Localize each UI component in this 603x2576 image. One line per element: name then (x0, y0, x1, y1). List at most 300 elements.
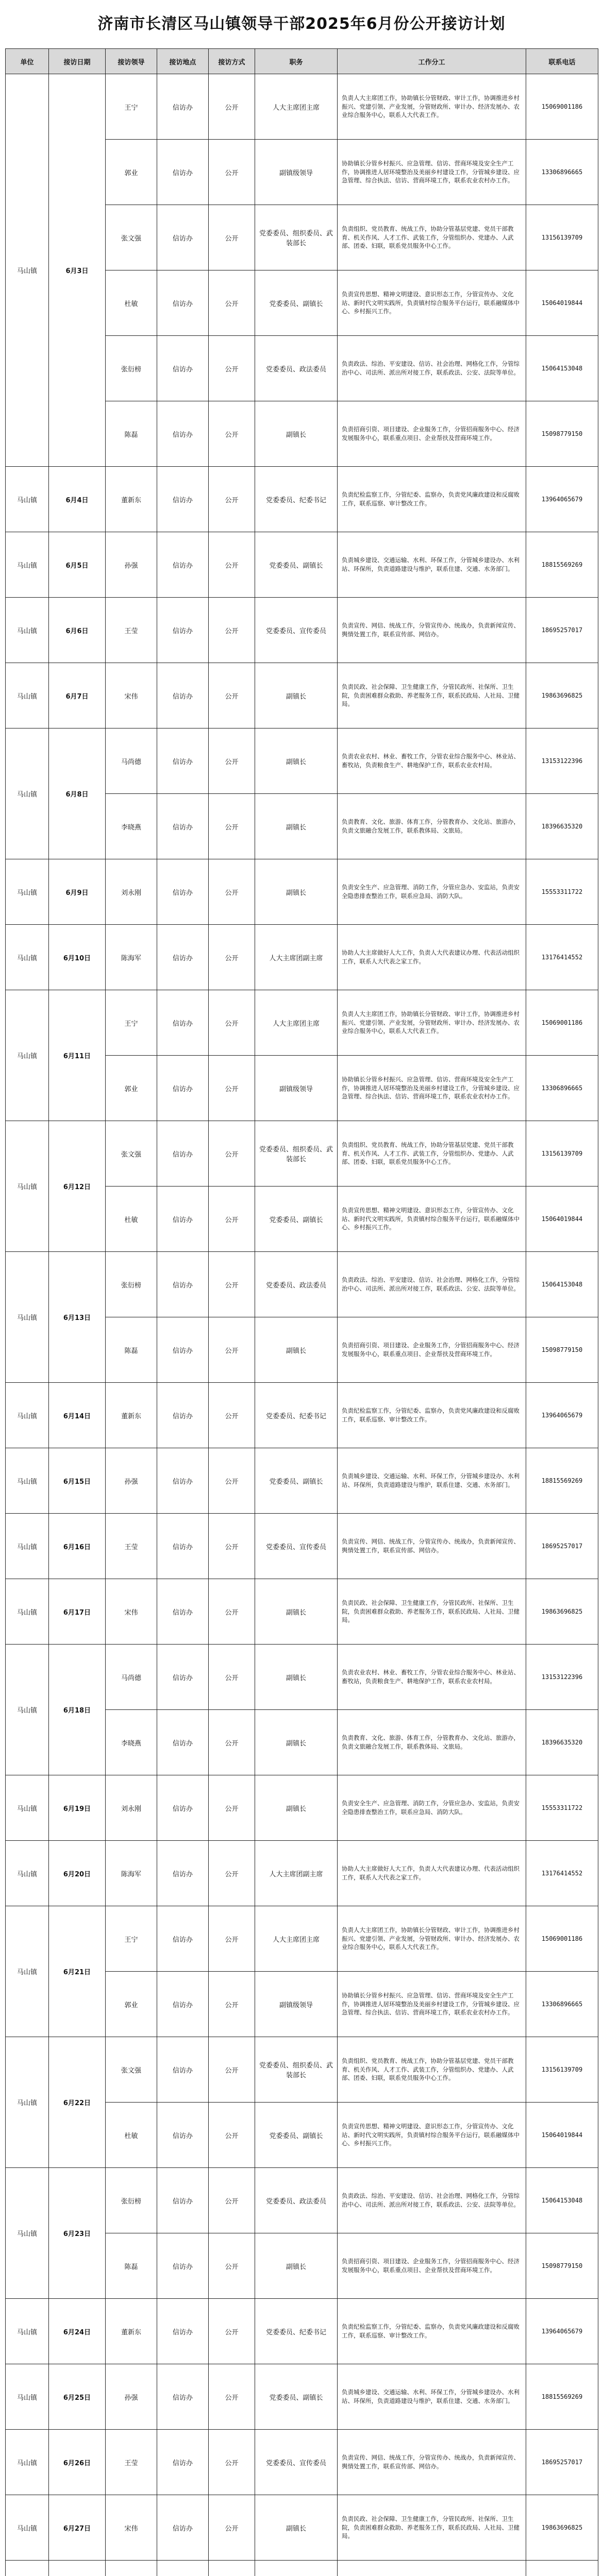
method-cell: 公开 (209, 532, 255, 598)
leader-cell: 王莹 (106, 598, 157, 663)
method-cell: 公开 (209, 467, 255, 532)
table-header (6, 49, 598, 74)
leader-cell: 董新东 (106, 1383, 157, 1448)
phone-cell: 13964065679 (526, 1383, 598, 1448)
duty-cell: 负责教育、文化、旅游、体育工作，分管教育办、文化站、旅游办，负责文旅融合发展工作，联系教体局、文旅局。 (338, 794, 526, 859)
unit-cell: 马山镇 (6, 1775, 49, 1841)
table-row (6, 2430, 598, 2495)
location-cell: 信访办 (157, 205, 209, 270)
location-cell: 信访办 (157, 1121, 209, 1187)
unit-cell: 马山镇 (6, 2168, 49, 2299)
date-cell: 6月19日 (49, 1775, 106, 1841)
method-cell: 公开 (209, 1121, 255, 1187)
unit-cell: 马山镇 (6, 1252, 49, 1383)
phone-cell: 13306896665 (526, 1056, 598, 1121)
phone-cell: 15064019844 (526, 270, 598, 336)
unit-cell: 马山镇 (6, 2299, 49, 2364)
position-cell: 副镇长 (255, 401, 338, 467)
date-cell (49, 2561, 106, 2576)
duty-cell: 负责政法、综治、平安建设、信访、社会治理、网格化工作，分管综治中心、司法所、派出所对接工作，联系政法、公安、法院等单位。 (338, 336, 526, 401)
date-cell: 6月17日 (49, 1579, 106, 1645)
duty-cell: 负责宣传思想、精神文明建设、意识形态工作，分管宣传办、文化站、新时代文明实践所，负责镇村综合服务平台运行，联系融媒体中心、乡村振兴工作。 (338, 1187, 526, 1252)
leader-cell: 张文强 (106, 2037, 157, 2103)
duty-cell: 负责纪检监察工作，分管纪委、监察办，负责党风廉政建设和反腐败工作，联系巡察、审计整改工作。 (338, 467, 526, 532)
leader-cell: 陈海军 (106, 925, 157, 990)
position-cell: 党委委员、政法委员 (255, 2168, 338, 2233)
leader-cell: 杜敏 (106, 270, 157, 336)
location-cell: 信访办 (157, 663, 209, 728)
position-cell (255, 2561, 338, 2576)
col-header-leader: 接访领导 (106, 49, 157, 74)
unit-cell: 马山镇 (6, 859, 49, 925)
unit-cell: 马山镇 (6, 74, 49, 467)
unit-cell: 马山镇 (6, 1906, 49, 2037)
phone-cell: 18396635320 (526, 1710, 598, 1775)
duty-cell: 负责安全生产、应急管理、消防工作，分管应急办、安监站，负责安全隐患排查整治工作，联系应急局、消防大队。 (338, 1775, 526, 1841)
method-cell: 公开 (209, 598, 255, 663)
leader-cell: 刘永刚 (106, 1775, 157, 1841)
phone-cell (526, 2561, 598, 2576)
leader-cell: 王宁 (106, 74, 157, 140)
unit-cell: 马山镇 (6, 1448, 49, 1514)
phone-cell: 15069001186 (526, 990, 598, 1056)
leader-cell: 张文强 (106, 205, 157, 270)
location-cell: 信访办 (157, 925, 209, 990)
table-row (6, 1448, 598, 1514)
location-cell: 信访办 (157, 1645, 209, 1710)
duty-cell (338, 2561, 526, 2576)
location-cell: 信访办 (157, 1514, 209, 1579)
phone-cell: 18695257017 (526, 1514, 598, 1579)
phone-cell: 15069001186 (526, 74, 598, 140)
duty-cell: 负责民政、社会保障、卫生健康工作，分管民政所、社保所、卫生院，负责困难群众救助、养老服务工作，联系民政局、人社局、卫健局。 (338, 1579, 526, 1645)
duty-cell: 协助镇长分管乡村振兴、应急管理、信访、营商环境及安全生产工作，协调推进人居环境整治及美丽乡村建设工作，分管城乡建设、应急管理、综合执法、信访、营商环境工作，联系农业农村办工作。 (338, 1056, 526, 1121)
leader-cell: 王宁 (106, 990, 157, 1056)
unit-cell: 马山镇 (6, 467, 49, 532)
position-cell: 党委委员、副镇长 (255, 270, 338, 336)
date-cell: 6月7日 (49, 663, 106, 728)
location-cell: 信访办 (157, 728, 209, 794)
method-cell: 公开 (209, 1252, 255, 1317)
page-title: 济南市长清区马山镇领导干部2025年6月份公开接访计划 (97, 15, 506, 33)
location-cell: 信访办 (157, 1775, 209, 1841)
table-row (6, 2037, 598, 2103)
location-cell: 信访办 (157, 2233, 209, 2299)
duty-cell: 负责民政、社会保障、卫生健康工作，分管民政所、社保所、卫生院，负责困难群众救助、养老服务工作，联系民政局、人社局、卫健局。 (338, 2495, 526, 2561)
location-cell: 信访办 (157, 74, 209, 140)
method-cell: 公开 (209, 2364, 255, 2430)
phone-cell: 13306896665 (526, 140, 598, 205)
location-cell (157, 2561, 209, 2576)
position-cell: 党委委员、纪委书记 (255, 2299, 338, 2364)
position-cell: 副镇长 (255, 663, 338, 728)
method-cell: 公开 (209, 2495, 255, 2561)
location-cell: 信访办 (157, 2103, 209, 2168)
duty-cell: 负责宣传、网信、统战工作，分管宣传办、统战办，负责新闻宣传、舆情处置工作，联系宣传部、网信办。 (338, 598, 526, 663)
location-cell: 信访办 (157, 336, 209, 401)
duty-cell: 协助镇长分管乡村振兴、应急管理、信访、营商环境及安全生产工作，协调推进人居环境整治及美丽乡村建设工作，分管城乡建设、应急管理、综合执法、信访、营商环境工作，联系农业农村办工作。 (338, 1972, 526, 2037)
phone-cell: 15553311722 (526, 859, 598, 925)
date-cell: 6月10日 (49, 925, 106, 990)
phone-cell: 18695257017 (526, 598, 598, 663)
duty-cell: 协助人大主席做好人大工作，负责人大代表建议办理、代表活动组织工作，联系人大代表之家工作。 (338, 1841, 526, 1906)
position-cell: 党委委员、副镇长 (255, 2103, 338, 2168)
location-cell: 信访办 (157, 1187, 209, 1252)
col-header-phone: 联系电话 (526, 49, 598, 74)
duty-cell: 负责人大主席团工作，协助镇长分管财政、审计工作，协调推进乡村振兴、党建引领、产业发展，分管财政所、审计办、经济发展办、农业综合服务中心，联系人大代表工作。 (338, 1906, 526, 1972)
table-row (6, 2495, 598, 2561)
method-cell: 公开 (209, 1645, 255, 1710)
phone-cell: 15069001186 (526, 1906, 598, 1972)
col-header-unit: 单位 (6, 49, 49, 74)
phone-cell: 13964065679 (526, 2299, 598, 2364)
duty-cell: 负责城乡建设、交通运输、水利、环保工作，分管城乡建设办、水利站、环保所，负责道路建设与维护，联系住建、交通、水务部门。 (338, 2364, 526, 2430)
position-cell: 副镇长 (255, 859, 338, 925)
unit-cell: 马山镇 (6, 1121, 49, 1252)
date-cell: 6月15日 (49, 1448, 106, 1514)
phone-cell: 15064019844 (526, 1187, 598, 1252)
location-cell: 信访办 (157, 1906, 209, 1972)
date-cell: 6月27日 (49, 2495, 106, 2561)
location-cell: 信访办 (157, 794, 209, 859)
location-cell: 信访办 (157, 859, 209, 925)
position-cell: 党委委员、政法委员 (255, 336, 338, 401)
table-row (6, 859, 598, 925)
phone-cell: 15098779150 (526, 401, 598, 467)
table-row (6, 2299, 598, 2364)
table-row (6, 1121, 598, 1187)
position-cell: 副镇级领导 (255, 1056, 338, 1121)
duty-cell: 负责民政、社会保障、卫生健康工作，分管民政所、社保所、卫生院，负责困难群众救助、养老服务工作，联系民政局、人社局、卫健局。 (338, 663, 526, 728)
leader-cell: 郭业 (106, 1972, 157, 2037)
phone-cell: 15064153048 (526, 336, 598, 401)
method-cell (209, 2561, 255, 2576)
duty-cell: 负责人大主席团工作，协助镇长分管财政、审计工作，协调推进乡村振兴、党建引领、产业发展，分管财政所、审计办、经济发展办、农业综合服务中心，联系人大代表工作。 (338, 74, 526, 140)
method-cell: 公开 (209, 859, 255, 925)
method-cell: 公开 (209, 2103, 255, 2168)
leader-cell: 王莹 (106, 2430, 157, 2495)
method-cell: 公开 (209, 794, 255, 859)
method-cell: 公开 (209, 1317, 255, 1383)
duty-cell: 负责纪检监察工作，分管纪委、监察办，负责党风廉政建设和反腐败工作，联系巡察、审计整改工作。 (338, 2299, 526, 2364)
phone-cell: 13964065679 (526, 467, 598, 532)
leader-cell: 李晓燕 (106, 794, 157, 859)
phone-cell: 13156139709 (526, 2037, 598, 2103)
col-header-location: 接访地点 (157, 49, 209, 74)
unit-cell: 马山镇 (6, 2364, 49, 2430)
location-cell: 信访办 (157, 2299, 209, 2364)
leader-cell: 杜敏 (106, 2103, 157, 2168)
phone-cell: 15553311722 (526, 1775, 598, 1841)
duty-cell: 负责安全生产、应急管理、消防工作，分管应急办、安监站，负责安全隐患排查整治工作，联系应急局、消防大队。 (338, 859, 526, 925)
position-cell: 副镇长 (255, 1775, 338, 1841)
position-cell: 副镇级领导 (255, 140, 338, 205)
method-cell: 公开 (209, 1514, 255, 1579)
leader-cell: 王莹 (106, 1514, 157, 1579)
position-cell: 党委委员、组织委员、武装部长 (255, 1121, 338, 1187)
location-cell: 信访办 (157, 2430, 209, 2495)
method-cell: 公开 (209, 140, 255, 205)
date-cell: 6月22日 (49, 2037, 106, 2168)
leader-cell: 李晓燕 (106, 1710, 157, 1775)
unit-cell: 马山镇 (6, 1579, 49, 1645)
duty-cell: 负责农业农村、林业、畜牧工作，分管农业综合服务中心、林业站、畜牧站，负责粮食生产、耕地保护工作，联系农业农村局。 (338, 728, 526, 794)
table-row (6, 728, 598, 794)
date-cell: 6月25日 (49, 2364, 106, 2430)
position-cell: 副镇长 (255, 2495, 338, 2561)
phone-cell: 18815569269 (526, 2364, 598, 2430)
location-cell: 信访办 (157, 1383, 209, 1448)
location-cell: 信访办 (157, 2168, 209, 2233)
method-cell: 公开 (209, 205, 255, 270)
phone-cell: 13306896665 (526, 1972, 598, 2037)
phone-cell: 13176414552 (526, 1841, 598, 1906)
phone-cell: 13156139709 (526, 205, 598, 270)
phone-cell: 13176414552 (526, 925, 598, 990)
phone-cell: 15064153048 (526, 1252, 598, 1317)
duty-cell: 协助人大主席做好人大工作，负责人大代表建议办理、代表活动组织工作，联系人大代表之家工作。 (338, 925, 526, 990)
duty-cell: 负责宣传、网信、统战工作，分管宣传办、统战办，负责新闻宣传、舆情处置工作，联系宣传部、网信办。 (338, 2430, 526, 2495)
method-cell: 公开 (209, 1972, 255, 2037)
position-cell: 人大主席团主席 (255, 74, 338, 140)
unit-cell: 马山镇 (6, 728, 49, 859)
schedule-table (5, 48, 598, 2576)
phone-cell: 19863696825 (526, 663, 598, 728)
position-cell: 党委委员、宣传委员 (255, 2430, 338, 2495)
phone-cell: 15064019844 (526, 2103, 598, 2168)
table-row (6, 74, 598, 140)
position-cell: 人大主席团主席 (255, 1906, 338, 1972)
leader-cell: 张衍榜 (106, 1252, 157, 1317)
duty-cell: 负责人大主席团工作，协助镇长分管财政、审计工作，协调推进乡村振兴、党建引领、产业发展，分管财政所、审计办、经济发展办、农业综合服务中心，联系人大代表工作。 (338, 990, 526, 1056)
position-cell: 党委委员、宣传委员 (255, 1514, 338, 1579)
method-cell: 公开 (209, 1383, 255, 1448)
unit-cell: 马山镇 (6, 532, 49, 598)
duty-cell: 负责教育、文化、旅游、体育工作，分管教育办、文化站、旅游办，负责文旅融合发展工作，联系教体局、文旅局。 (338, 1710, 526, 1775)
method-cell: 公开 (209, 925, 255, 990)
phone-cell: 15098779150 (526, 1317, 598, 1383)
duty-cell: 负责招商引资、项目建设、企业服务工作，分管招商服务中心、经济发展服务中心，联系重点项目、企业帮扶及营商环境工作。 (338, 2233, 526, 2299)
method-cell: 公开 (209, 336, 255, 401)
method-cell: 公开 (209, 270, 255, 336)
phone-cell: 18695257017 (526, 2430, 598, 2495)
position-cell: 党委委员、副镇长 (255, 1187, 338, 1252)
date-cell: 6月24日 (49, 2299, 106, 2364)
unit-cell: 马山镇 (6, 1383, 49, 1448)
position-cell: 副镇长 (255, 1710, 338, 1775)
table-row (6, 598, 598, 663)
table-row (6, 467, 598, 532)
leader-cell: 宋伟 (106, 1579, 157, 1645)
date-cell: 6月14日 (49, 1383, 106, 1448)
unit-cell: 马山镇 (6, 2037, 49, 2168)
unit-cell: 马山镇 (6, 1841, 49, 1906)
date-cell: 6月21日 (49, 1906, 106, 2037)
location-cell: 信访办 (157, 990, 209, 1056)
leader-cell (106, 2561, 157, 2576)
table-row (6, 2561, 598, 2576)
leader-cell: 张衍榜 (106, 336, 157, 401)
leader-cell: 陈磊 (106, 1317, 157, 1383)
phone-cell: 13153122396 (526, 1645, 598, 1710)
duty-cell: 负责政法、综治、平安建设、信访、社会治理、网格化工作，分管综治中心、司法所、派出所对接工作，联系政法、公安、法院等单位。 (338, 1252, 526, 1317)
duty-cell: 负责农业农村、林业、畜牧工作，分管农业综合服务中心、林业站、畜牧站，负责粮食生产、耕地保护工作，联系农业农村局。 (338, 1645, 526, 1710)
method-cell: 公开 (209, 2168, 255, 2233)
method-cell: 公开 (209, 401, 255, 467)
col-header-method: 接访方式 (209, 49, 255, 74)
leader-cell: 宋伟 (106, 2495, 157, 2561)
table-row (6, 532, 598, 598)
duty-cell: 负责政法、综治、平安建设、信访、社会治理、网格化工作，分管综治中心、司法所、派出所对接工作，联系政法、公安、法院等单位。 (338, 2168, 526, 2233)
position-cell: 党委委员、政法委员 (255, 1252, 338, 1317)
method-cell: 公开 (209, 728, 255, 794)
position-cell: 党委委员、纪委书记 (255, 1383, 338, 1448)
col-header-date: 接访日期 (49, 49, 106, 74)
location-cell: 信访办 (157, 532, 209, 598)
position-cell: 党委委员、组织委员、武装部长 (255, 205, 338, 270)
table-row (6, 1514, 598, 1579)
date-cell: 6月20日 (49, 1841, 106, 1906)
leader-cell: 董新东 (106, 467, 157, 532)
method-cell: 公开 (209, 2233, 255, 2299)
leader-cell: 孙强 (106, 2364, 157, 2430)
table-row (6, 1645, 598, 1710)
phone-cell: 18815569269 (526, 532, 598, 598)
unit-cell: 马山镇 (6, 925, 49, 990)
date-cell: 6月8日 (49, 728, 106, 859)
location-cell: 信访办 (157, 401, 209, 467)
leader-cell: 马尚德 (106, 1645, 157, 1710)
location-cell: 信访办 (157, 598, 209, 663)
phone-cell: 19863696825 (526, 2495, 598, 2561)
method-cell: 公开 (209, 74, 255, 140)
table-row (6, 925, 598, 990)
phone-cell: 18396635320 (526, 794, 598, 859)
leader-cell: 杜敏 (106, 1187, 157, 1252)
table-row (6, 2168, 598, 2233)
method-cell: 公开 (209, 1579, 255, 1645)
position-cell: 党委委员、副镇长 (255, 1448, 338, 1514)
method-cell: 公开 (209, 1710, 255, 1775)
position-cell: 人大主席团副主席 (255, 925, 338, 990)
table-row (6, 1579, 598, 1645)
position-cell: 副镇长 (255, 1317, 338, 1383)
duty-cell: 负责宣传思想、精神文明建设、意识形态工作，分管宣传办、文化站、新时代文明实践所，负责镇村综合服务平台运行，联系融媒体中心、乡村振兴工作。 (338, 270, 526, 336)
table-body (6, 74, 598, 2576)
duty-cell: 负责宣传、网信、统战工作，分管宣传办、统战办，负责新闻宣传、舆情处置工作，联系宣传部、网信办。 (338, 1514, 526, 1579)
location-cell: 信访办 (157, 2364, 209, 2430)
table-row (6, 663, 598, 728)
unit-cell: 马山镇 (6, 1514, 49, 1579)
date-cell: 6月9日 (49, 859, 106, 925)
date-cell: 6月4日 (49, 467, 106, 532)
leader-cell: 张衍榜 (106, 2168, 157, 2233)
unit-cell: 马山镇 (6, 2430, 49, 2495)
method-cell: 公开 (209, 1056, 255, 1121)
phone-cell: 18815569269 (526, 1448, 598, 1514)
table-row (6, 2364, 598, 2430)
col-header-position: 职务 (255, 49, 338, 74)
leader-cell: 马尚德 (106, 728, 157, 794)
position-cell: 副镇长 (255, 1579, 338, 1645)
position-cell: 党委委员、副镇长 (255, 2364, 338, 2430)
leader-cell: 孙强 (106, 532, 157, 598)
table-row (6, 1383, 598, 1448)
date-cell: 6月5日 (49, 532, 106, 598)
leader-cell: 郭业 (106, 140, 157, 205)
position-cell: 人大主席团副主席 (255, 1841, 338, 1906)
duty-cell: 负责招商引资、项目建设、企业服务工作，分管招商服务中心、经济发展服务中心，联系重点项目、企业帮扶及营商环境工作。 (338, 401, 526, 467)
phone-cell: 19863696825 (526, 1579, 598, 1645)
duty-cell: 负责城乡建设、交通运输、水利、环保工作，分管城乡建设办、水利站、环保所，负责道路建设与维护，联系住建、交通、水务部门。 (338, 532, 526, 598)
method-cell: 公开 (209, 1775, 255, 1841)
leader-cell: 陈海军 (106, 1841, 157, 1906)
position-cell: 人大主席团主席 (255, 990, 338, 1056)
method-cell: 公开 (209, 2037, 255, 2103)
duty-cell: 负责组织、党员教育、统战工作，协助分管基层党建、党员干部教育、机关作风、人才工作、武装工作，分管组织办、党建办、人武部、团委、妇联，联系党员服务中心工作。 (338, 1121, 526, 1187)
duty-cell: 负责招商引资、项目建设、企业服务工作，分管招商服务中心、经济发展服务中心，联系重点项目、企业帮扶及营商环境工作。 (338, 1317, 526, 1383)
location-cell: 信访办 (157, 140, 209, 205)
position-cell: 党委委员、副镇长 (255, 532, 338, 598)
phone-cell: 13156139709 (526, 1121, 598, 1187)
date-cell: 6月3日 (49, 74, 106, 467)
date-cell: 6月23日 (49, 2168, 106, 2299)
date-cell: 6月16日 (49, 1514, 106, 1579)
position-cell: 副镇长 (255, 794, 338, 859)
location-cell: 信访办 (157, 1841, 209, 1906)
position-cell: 副镇级领导 (255, 1972, 338, 2037)
unit-cell: 马山镇 (6, 598, 49, 663)
table-row (6, 1841, 598, 1906)
leader-cell: 王宁 (106, 1906, 157, 1972)
location-cell: 信访办 (157, 1972, 209, 2037)
date-cell: 6月26日 (49, 2430, 106, 2495)
method-cell: 公开 (209, 1448, 255, 1514)
duty-cell: 协助镇长分管乡村振兴、应急管理、信访、营商环境及安全生产工作，协调推进人居环境整治及美丽乡村建设工作，分管城乡建设、应急管理、综合执法、信访、营商环境工作，联系农业农村办工作。 (338, 140, 526, 205)
duty-cell: 负责宣传思想、精神文明建设、意识形态工作，分管宣传办、文化站、新时代文明实践所，负责镇村综合服务平台运行，联系融媒体中心、乡村振兴工作。 (338, 2103, 526, 2168)
leader-cell: 宋伟 (106, 663, 157, 728)
leader-cell: 孙强 (106, 1448, 157, 1514)
method-cell: 公开 (209, 663, 255, 728)
method-cell: 公开 (209, 2299, 255, 2364)
position-cell: 党委委员、纪委书记 (255, 467, 338, 532)
position-cell: 党委委员、组织委员、武装部长 (255, 2037, 338, 2103)
location-cell: 信访办 (157, 1579, 209, 1645)
location-cell: 信访办 (157, 1252, 209, 1317)
phone-cell: 13153122396 (526, 728, 598, 794)
location-cell: 信访办 (157, 2037, 209, 2103)
position-cell: 党委委员、宣传委员 (255, 598, 338, 663)
leader-cell: 郭业 (106, 1056, 157, 1121)
location-cell: 信访办 (157, 1710, 209, 1775)
position-cell: 副镇长 (255, 728, 338, 794)
location-cell: 信访办 (157, 270, 209, 336)
duty-cell: 负责纪检监察工作，分管纪委、监察办，负责党风廉政建设和反腐败工作，联系巡察、审计整改工作。 (338, 1383, 526, 1448)
method-cell: 公开 (209, 1841, 255, 1906)
date-cell: 6月13日 (49, 1252, 106, 1383)
method-cell: 公开 (209, 2430, 255, 2495)
location-cell: 信访办 (157, 2495, 209, 2561)
phone-cell: 15098779150 (526, 2233, 598, 2299)
position-cell: 副镇长 (255, 1645, 338, 1710)
duty-cell: 负责组织、党员教育、统战工作，协助分管基层党建、党员干部教育、机关作风、人才工作、武装工作，分管组织办、党建办、人武部、团委、妇联，联系党员服务中心工作。 (338, 205, 526, 270)
leader-cell: 陈磊 (106, 2233, 157, 2299)
position-cell: 副镇长 (255, 2233, 338, 2299)
unit-cell (6, 2561, 49, 2576)
location-cell: 信访办 (157, 1056, 209, 1121)
date-cell: 6月6日 (49, 598, 106, 663)
col-header-duty: 工作分工 (338, 49, 526, 74)
